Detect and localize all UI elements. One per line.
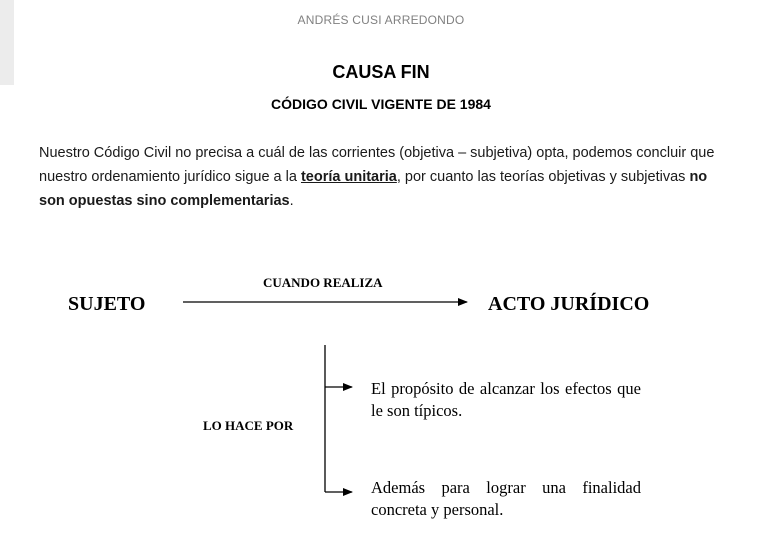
emphasis-teoria-unitaria: teoría unitaria (300, 169, 397, 185)
diagram-reason-label: LO HACE POR (203, 418, 294, 433)
document-subtitle: CÓDIGO CIVIL VIGENTE DE 1984 (271, 96, 491, 112)
diagram-item-1: El propósito de alcanzar los efectos que le son típicos. (371, 379, 641, 420)
emphasis-complementarias: no son opuestas sino complementarias (39, 169, 708, 209)
document-title: CAUSA FIN (332, 62, 430, 82)
paragraph-text: , por cuanto las teorías objetivas y subjetivas (396, 169, 690, 185)
diagram-item-2: Además para lograr una finalidad concreta y personal. (371, 478, 641, 519)
diagram-relation-label: CUANDO REALIZA (263, 275, 383, 290)
document-header-author: ANDRÉS CUSI ARREDONDO (297, 13, 465, 27)
paragraph-text: . (289, 193, 294, 209)
diagram-subject: SUJETO (68, 293, 146, 315)
diagram-object: ACTO JURÍDICO (488, 293, 650, 315)
paragraph-text: Nuestro Código Civil no precisa a cuál de las corrientes (objetiva – subjetiva) opta, podemos concluir que nuestro ordenamiento jurídico sigue a la (39, 145, 715, 185)
